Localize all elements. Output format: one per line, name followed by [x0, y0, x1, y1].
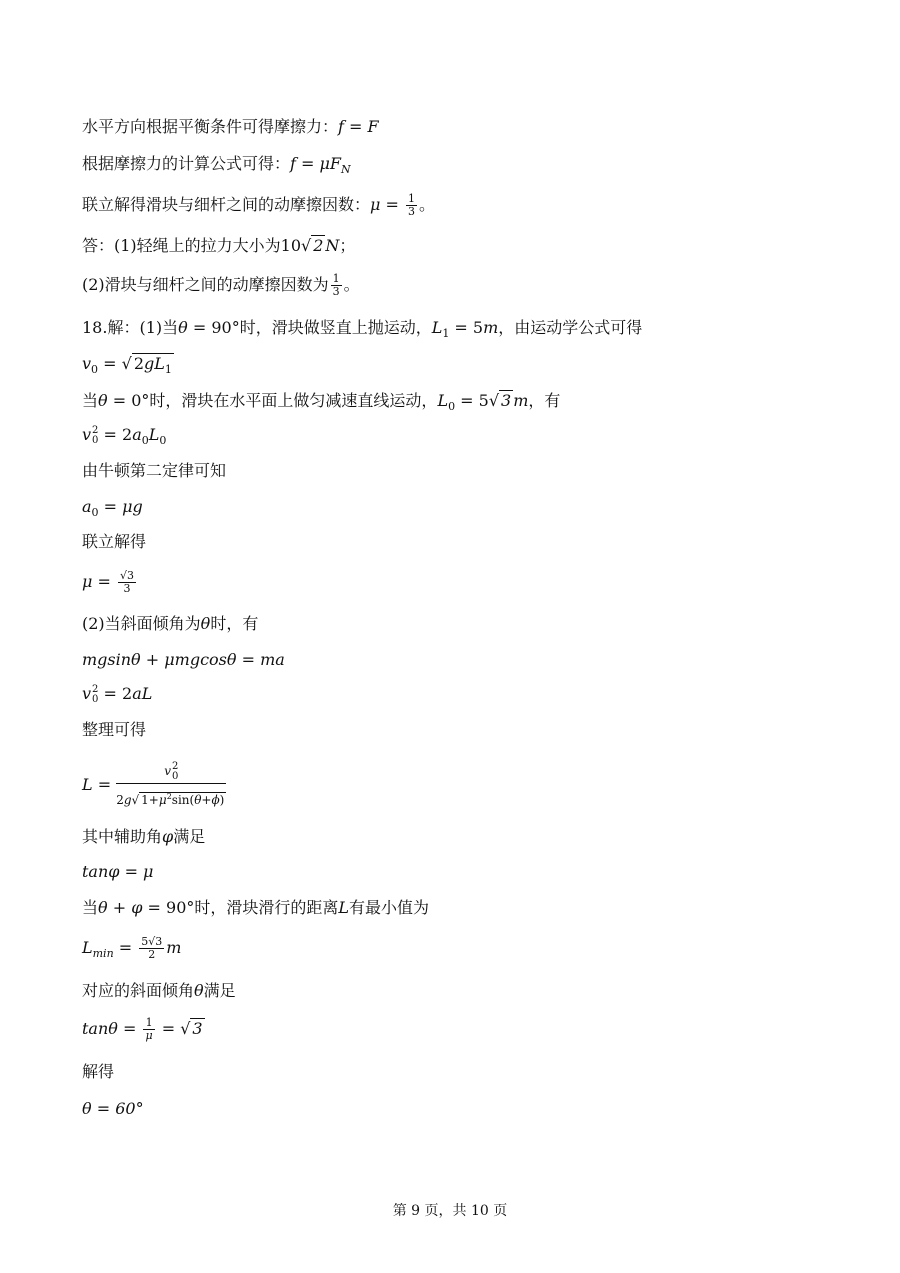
text-line-12 [82, 531, 146, 553]
equation: μ = $\frac{1}{3}$ [370, 192, 415, 218]
equation: θ [194, 981, 204, 1000]
line-text: 对应的斜面倾角 [82, 981, 195, 1000]
page-footer: 第 9 页，共 10 页 [392, 1203, 508, 1219]
text-line-10 [82, 460, 226, 482]
line-end: 。 [419, 195, 436, 214]
line-text: 当 [82, 898, 99, 917]
text-line-3 [82, 193, 435, 218]
text-line-23 [82, 980, 236, 1002]
line-text: 由牛顿第二定律可知 [82, 461, 227, 480]
text-line-6 [82, 317, 642, 345]
equation: f = F [338, 117, 379, 136]
text-line-8 [82, 390, 560, 418]
line-text: 时，滑块在水平面上做匀减速直线运动， [149, 391, 438, 410]
equation: $a_0 = \mu g$ [82, 497, 143, 519]
line-text: 有最小值为 [349, 898, 430, 917]
text-line-11 [82, 496, 143, 524]
equation: φ [162, 827, 174, 846]
line-text: 水平方向根据平衡条件可得摩擦力： [82, 117, 339, 136]
equation: μ = $\frac{√3}{3}$ [82, 569, 134, 595]
text-line-22 [82, 936, 181, 965]
text-line-7 [82, 353, 174, 381]
line-text: 解得 [82, 1062, 115, 1081]
line-text: 时，滑块滑行的距离 [194, 898, 339, 917]
equation: $\frac{1}{3}$ [332, 272, 340, 298]
equation: mgsinθ + μmgcosθ = ma [82, 650, 285, 669]
text-line-16 [82, 683, 152, 705]
text-line-4 [82, 235, 355, 257]
equation: L [338, 898, 350, 917]
text-line-20 [82, 861, 153, 883]
text-line-21 [82, 897, 429, 919]
line-text: (2)滑块与细杆之间的动摩擦因数为 [82, 275, 329, 294]
equation: $L_0 = 5√$ 3 m [437, 391, 529, 413]
text-line-14 [82, 613, 258, 635]
text-line-18 [82, 760, 226, 811]
line-text: 18.解：(1)当 [82, 318, 179, 337]
line-end: ； [339, 236, 356, 255]
text-line-26 [82, 1098, 144, 1120]
line-text: 当 [82, 391, 99, 410]
line-text: 满足 [203, 981, 236, 1000]
text-line-25 [82, 1061, 114, 1083]
equation: v 2 0 = 2aL [82, 683, 153, 705]
line-text: 答：(1)轻绳上的拉力大小为 [82, 236, 281, 255]
text-line-5 [82, 273, 360, 298]
equation: θ = 0° [98, 391, 150, 410]
text-line-9 [82, 424, 166, 452]
line-text: 时，有 [210, 614, 259, 633]
line-text: (2)当斜面倾角为 [82, 614, 201, 633]
equation: $L_{min}$ = $\frac{5√3}{2}$ m [82, 935, 182, 961]
line-text: 时，滑块做竖直上抛运动， [239, 318, 432, 337]
line-text: ，有 [528, 391, 561, 410]
equation: $L_1 = 5m$ [431, 318, 499, 340]
equation: L = v 2 0 2g√ $1+\mu^2\sin(\theta+\phi)$ [82, 760, 225, 807]
equation: θ = 60° [82, 1099, 144, 1118]
line-text: 满足 [173, 827, 206, 846]
text-line-17 [82, 719, 146, 741]
text-line-13 [82, 570, 138, 595]
text-line-15 [82, 649, 285, 671]
equation: θ [200, 614, 211, 633]
equation: $f = \mu F_N$ [290, 154, 351, 176]
line-end: 。 [343, 275, 360, 294]
line-text: 根据摩擦力的计算公式可得： [82, 154, 291, 173]
line-text: ，由运动学公式可得 [498, 318, 643, 337]
equation: θ = 90° [178, 318, 240, 337]
equation: 10√ 2 N [280, 236, 340, 255]
text-line-1 [82, 116, 379, 138]
equation: $v_0$ = √ $2gL_1$ [82, 354, 172, 376]
line-text: 联立解得滑块与细杆之间的动摩擦因数： [82, 195, 371, 214]
equation: θ + φ = 90° [98, 898, 195, 917]
text-line-24 [82, 1017, 205, 1042]
equation: tanθ = $\frac{1}{\mu}$ = √ 3 [82, 1016, 203, 1042]
equation: v 2 0 = $2a_0L_0$ [82, 424, 167, 447]
line-text: 整理可得 [82, 720, 147, 739]
equation: tanφ = μ [82, 862, 154, 881]
text-line-19 [82, 826, 205, 848]
text-line-2 [82, 153, 351, 181]
line-text: 联立解得 [82, 532, 147, 551]
line-text: 其中辅助角 [82, 827, 163, 846]
